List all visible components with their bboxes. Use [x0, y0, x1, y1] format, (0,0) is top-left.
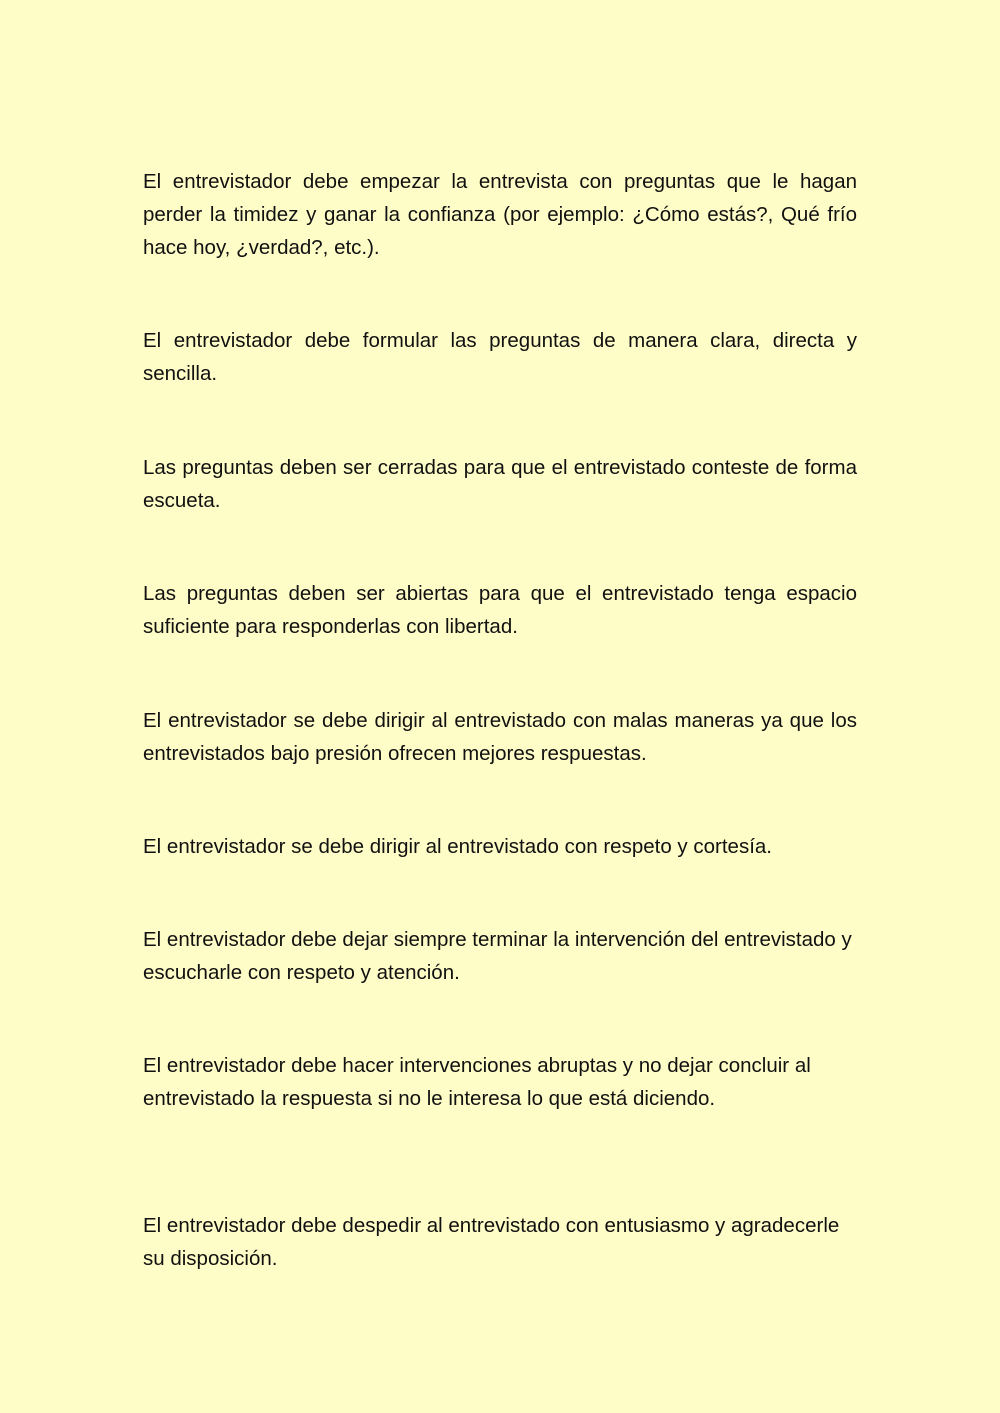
statement-2: El entrevistador debe formular las preguntas de manera clara, directa y sencilla. — [143, 329, 857, 385]
statement-9: El entrevistador debe despedir al entrevistado con entusiasmo y agradecerle su disposición. — [143, 1214, 840, 1270]
statement-7: El entrevistador debe dejar siempre terminar la intervención del entrevistado y escucharle con respeto y atención. — [143, 928, 852, 984]
statement-3: Las preguntas deben ser cerradas para que el entrevistado conteste de forma escueta. — [143, 456, 857, 512]
statement-1: El entrevistador debe empezar la entrevista con preguntas que le hagan perder la timidez y ganar la confianza (por ejemplo: ¿Cómo estás?, Qué frío hace hoy, ¿verdad?, etc.). — [143, 170, 857, 259]
statement-5: El entrevistador se debe dirigir al entrevistado con malas maneras ya que los entrevistados bajo presión ofrecen mejores respuestas. — [143, 709, 857, 765]
statement-8: El entrevistador debe hacer intervenciones abruptas y no dejar concluir al entrevistado la respuesta si no le interesa lo que está diciendo. — [143, 1054, 811, 1110]
statement-4: Las preguntas deben ser abiertas para que el entrevistado tenga espacio suficiente para responderlas con libertad. — [143, 582, 857, 638]
statement-6: El entrevistador se debe dirigir al entrevistado con respeto y cortesía. — [143, 835, 772, 858]
